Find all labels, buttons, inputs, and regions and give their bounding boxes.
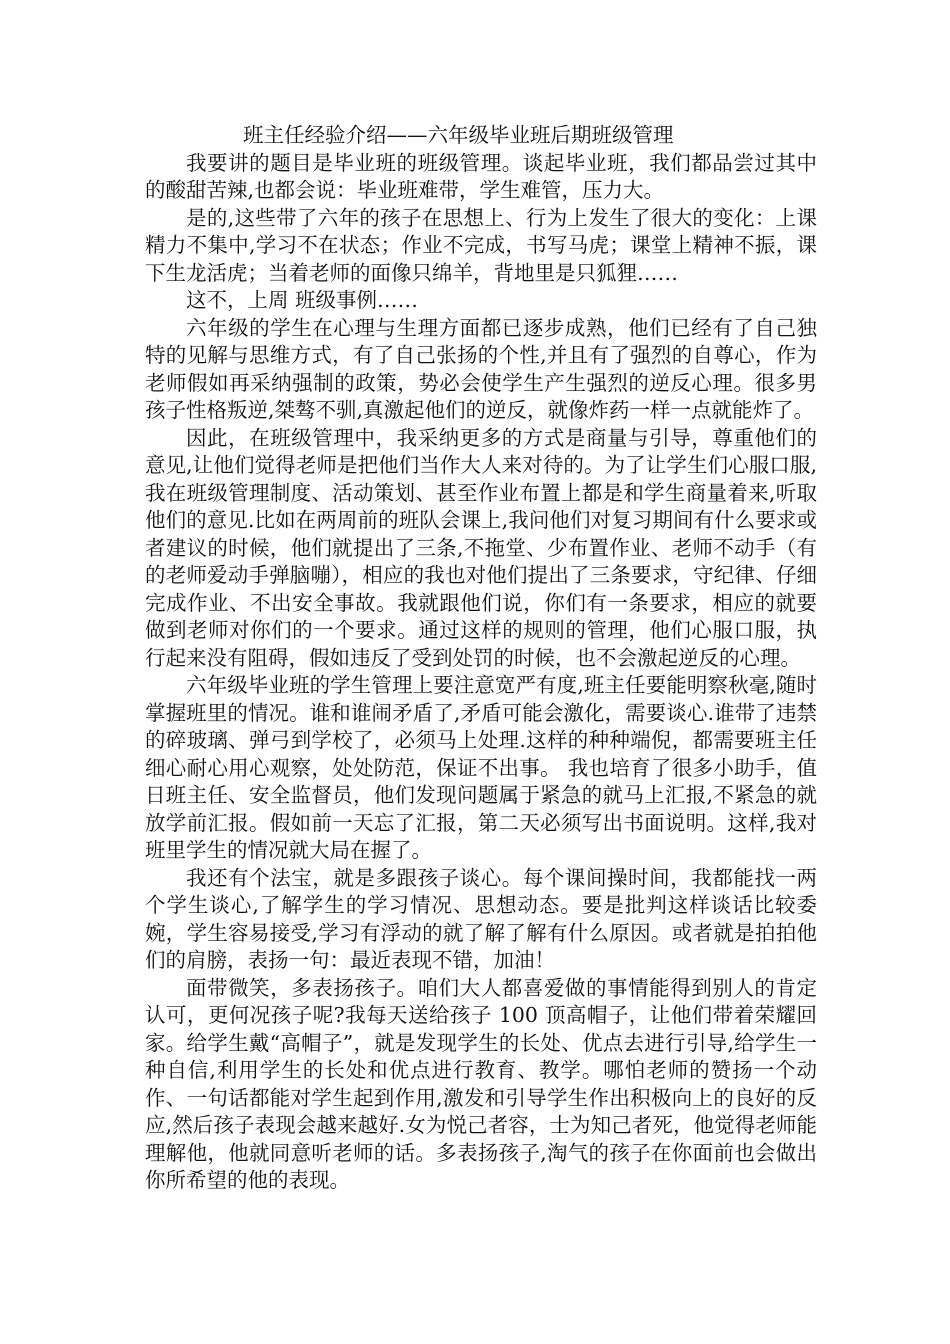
paragraph-changes: 是的,这些带了六年的孩子在思想上、行为上发生了很大的变化：上课精力不集中,学习不在状态；作业不完成，书写马虎；课堂上精神不振，课下生龙活虎；当着老师的面像只绵羊，背地里是只狐狸……	[145, 205, 817, 285]
paragraph-strictness: 六年级毕业班的学生管理上要注意宽严有度,班主任要能明察秋毫,随时掌握班里的情况。谁和谁闹矛盾了,矛盾可能会激化，需要谈心.谁带了违禁的碎玻璃、弹弓到学校了，必须马上处理.这样的种种端倪，都需要班主任细心耐心用心观察，处处防范，保证不出事。 我也培育了很多小助手，值日班主任、安全监督员，他们发现问题属于紧急的就马上汇报,不紧急的就放学前汇报。假如前一天忘了汇报，第二天必须写出书面说明。这样,我对班里学生的情况就大局在握了。	[145, 673, 817, 862]
document-title: 班主任经验介绍——六年级毕业班后期班级管理	[243, 123, 674, 147]
paragraph-heart-talk: 我还有个法宝，就是多跟孩子谈心。每个课间操时间，我都能找一两个学生谈心,了解学生的学习情况、思想动态。要是批判这样谈话比较委婉，学生容易接受,学习有浮动的就了解了解有什么原因。或者就是拍拍他们的肩膀，表扬一句：最近表现不错，加油！	[145, 865, 817, 972]
paragraph-example: 这不，上周 班级事例……	[186, 288, 419, 312]
paragraph-negotiation: 因此，在班级管理中，我采纳更多的方式是商量与引导，尊重他们的意见,让他们觉得老师是把他们当作大人来对待的。为了让学生们心服口服,我在班级管理制度、活动策划、甚至作业布置上都是和学生商量着来,听取他们的意见.比如在两周前的班队会课上,我问他们对复习期间有什么要求或者建议的时候，他们就提出了三条,不拖堂、少布置作业、老师不动手（有的老师爱动手弹脑嘣），相应的我也对他们提出了三条要求，守纪律、仔细完成作业、不出安全事故。我就跟他们说，你们有一条要求，相应的就要做到老师对你们的一个要求。通过这样的规则的管理，他们心服口服，执行起来没有阻碍，假如违反了受到处罚的时候，也不会激起逆反的心理。	[145, 425, 817, 670]
paragraph-intro: 我要讲的题目是毕业班的班级管理。谈起毕业班，我们都品尝过其中的酸甜苦辣,也都会说：毕业班难带，学生难管，压力大。	[145, 150, 817, 202]
document-body	[145, 122, 817, 1195]
paragraph-psychology: 六年级的学生在心理与生理方面都已逐步成熟，他们已经有了自己独特的见解与思维方式，有了自己张扬的个性,并且有了强烈的自尊心，作为老师假如再采纳强制的政策，势必会使学生产生强烈的逆反心理。很多男孩子性格叛逆,桀骜不驯,真激起他们的逆反，就像炸药一样一点就能炸了。	[145, 315, 817, 422]
paragraph-praise: 面带微笑，多表扬孩子。咱们大人都喜爱做的事情能得到别人的肯定认可，更何况孩子呢?我每天送给孩子 100 顶高帽子，让他们带着荣耀回家。给学生戴“高帽子”，就是发现学生的长处、优点去进行引导,给学生一种自信,利用学生的长处和优点进行教育、教学。哪怕老师的赞扬一个动作、一句话都能对学生起到作用,激发和引导学生作出积极向上的良好的反应,然后孩子表现会越来越好.女为悦己者容，士为知己者死，他觉得老师能理解他，他就同意听老师的话。多表扬孩子,淘气的孩子在你面前也会做出你所希望的他的表现。	[145, 975, 817, 1192]
